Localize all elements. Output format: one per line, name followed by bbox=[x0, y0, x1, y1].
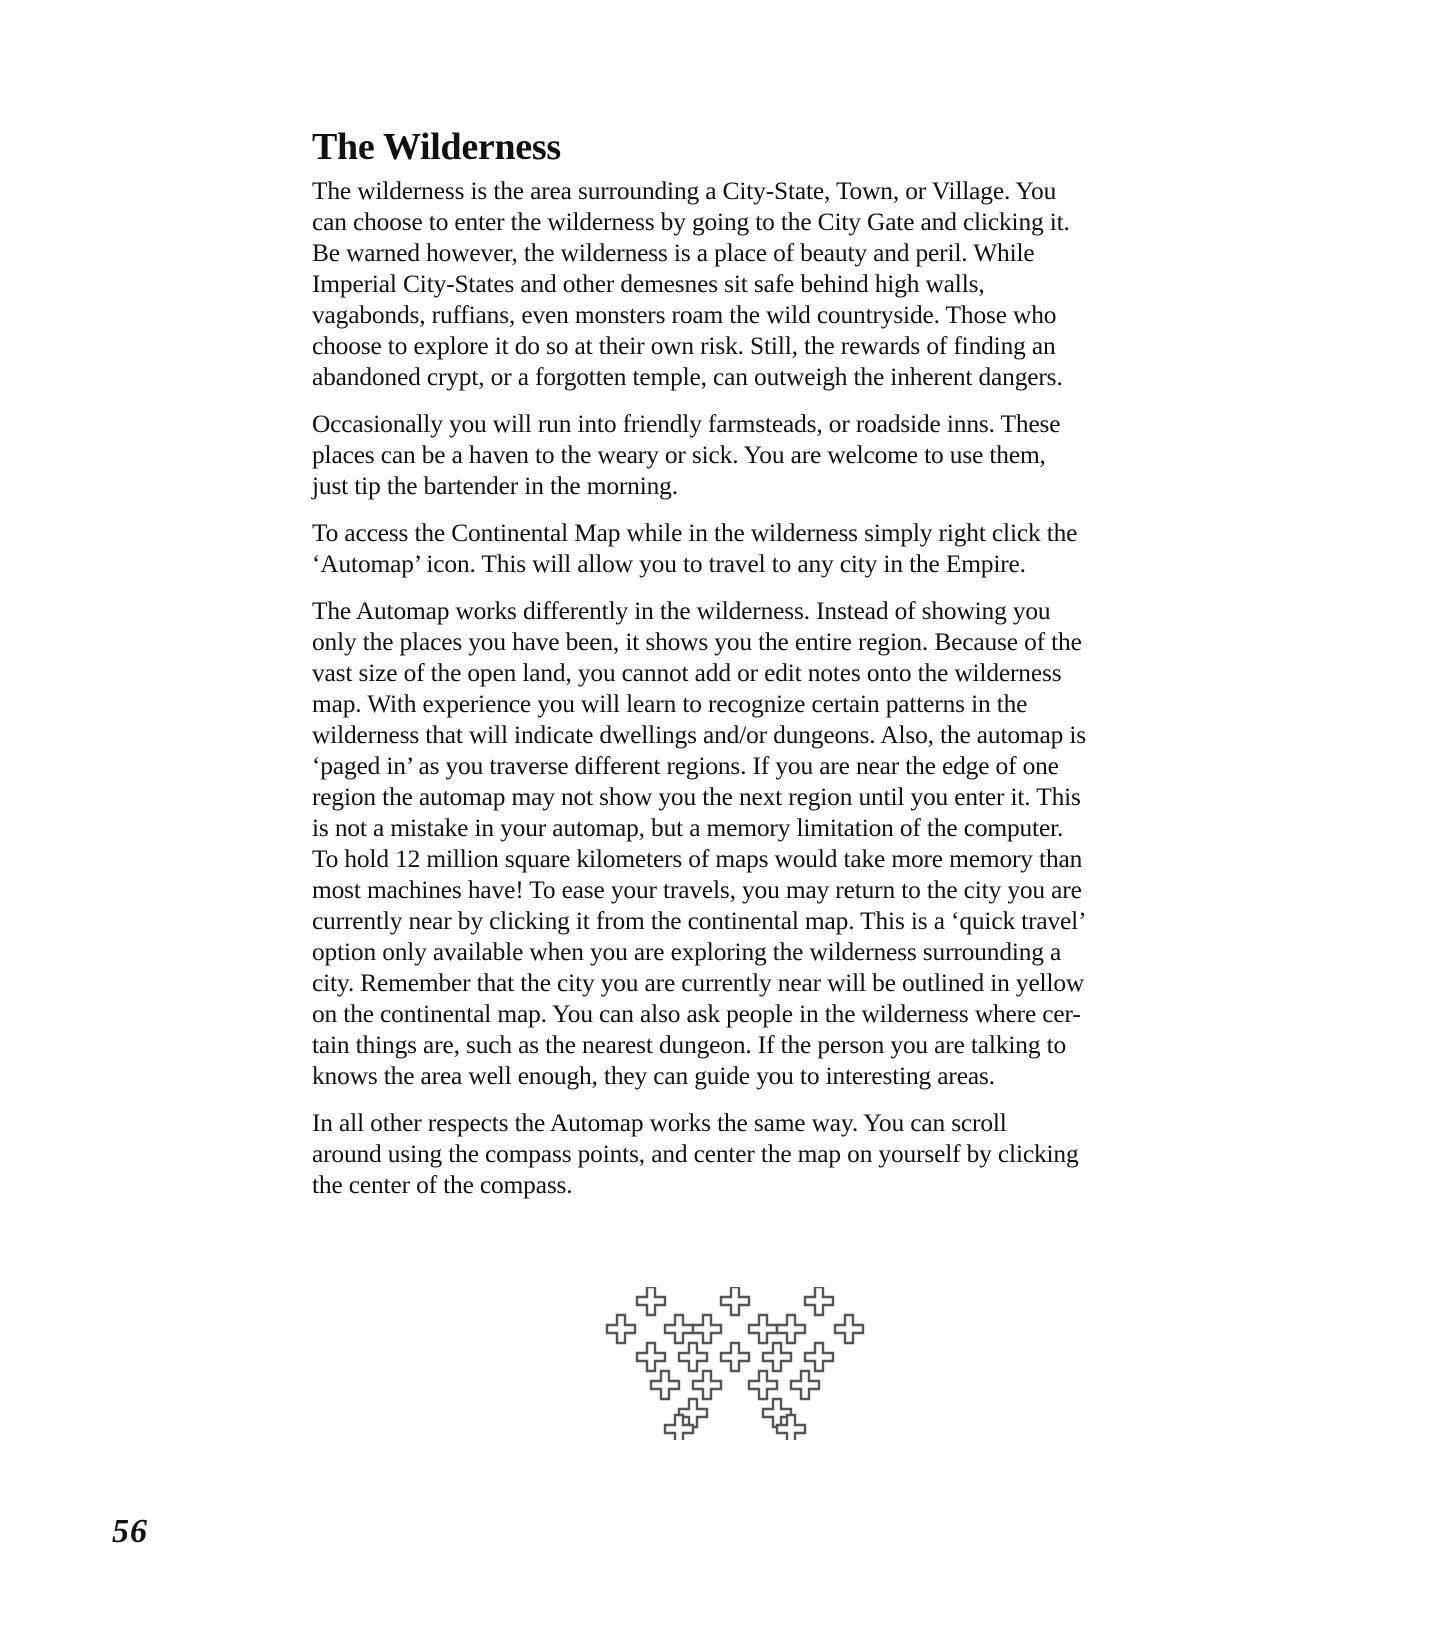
ornament-cross bbox=[651, 1371, 679, 1399]
paragraph-intro: The wilderness is the area surrounding a City-State, Town, or Village. You can choose to enter the wilderness by going to the City Gate and clicking it. Be warned however, the wilderness is a place of beauty and peril. While Imperial City-States and other demesnes sit safe behind high walls, vagabonds, ruffians, even monsters roam the wild countryside. Those who choose to explore it do so at their own risk. Still, the rewards of finding an abandoned crypt, or a forgotten temple, can outweigh the inherent dangers. bbox=[312, 177, 1070, 391]
ornament-cross bbox=[721, 1287, 749, 1315]
ornament-cross bbox=[805, 1343, 833, 1371]
ornament-cross bbox=[749, 1315, 777, 1343]
ornament-cross bbox=[777, 1315, 805, 1343]
ornament-cross bbox=[637, 1287, 665, 1315]
page-number: 56 bbox=[112, 1513, 148, 1550]
ornament-cross bbox=[665, 1315, 693, 1343]
section-title: The Wilderness bbox=[312, 126, 561, 168]
ornament-cross bbox=[607, 1315, 635, 1343]
wilderness-section bbox=[312, 124, 1162, 1217]
paragraph-automap-same: In all other respects the Automap works the same way. You can scroll around using the compass points, and center the map on yourself by clicking the center of the compass. bbox=[312, 1109, 1079, 1199]
cross-pattern-ornament-icon bbox=[605, 1287, 865, 1440]
ornament-cross bbox=[721, 1343, 749, 1371]
ornament-cross bbox=[679, 1343, 707, 1371]
paragraph-automap-wilderness: The Automap works differently in the wilderness. Instead of showing you only the places you have been, it shows you the entire region. Because of the vast size of the open land, you cannot add or edit notes onto the wilderness map. With experience you will learn to recognize certain patterns in the wilderness that will indicate dwellings and/or dungeons. Also, the automap is ‘paged in’ as you traverse different regions. If you are near the edge of one region the automap may not show you the next region until you enter it. This is not a mistake in your automap, but a memory limitation of the computer. To hold 12 million square kilometers of maps would take more memory than most machines have! To ease your travels, you may return to the city you are currently near by clicking it from the continental map. This is a ‘quick travel’ option only available when you are exploring the wilderness surrounding a city. Remember that the city you are currently near will be outlined in yellow on the continental map. You can also ask people in the wilderness where cer- tain things are, such as the nearest dungeon. If the person you are talking to knows the area well enough, they can guide you to interesting areas. bbox=[312, 597, 1087, 1090]
paragraph-continental-map: To access the Continental Map while in the wilderness simply right click the ‘Automap’ icon. This will allow you to travel to any city in the Empire. bbox=[312, 519, 1078, 578]
ornament-cross bbox=[791, 1371, 819, 1399]
ornament-cross bbox=[763, 1343, 791, 1371]
ornament-cross bbox=[749, 1371, 777, 1399]
ornament-cross bbox=[637, 1343, 665, 1371]
ornament-cross bbox=[693, 1315, 721, 1343]
paragraph-farmsteads: Occasionally you will run into friendly farmsteads, or roadside inns. These places can be a haven to the weary or sick. You are welcome to use them, just tip the bartender in the morning. bbox=[312, 410, 1061, 500]
ornament-cross bbox=[693, 1371, 721, 1399]
ornament-cross bbox=[805, 1287, 833, 1315]
ornament-cross bbox=[835, 1315, 863, 1343]
